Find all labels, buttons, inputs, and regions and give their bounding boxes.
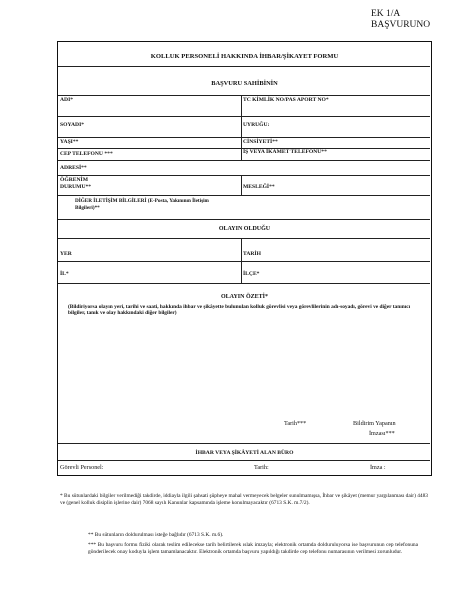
applicant-rule	[58, 95, 430, 96]
application-number-label: BAŞVURUNO	[371, 20, 431, 30]
notifier-label: Bildirim Yapanın	[353, 420, 396, 427]
column-divider	[241, 175, 242, 195]
office-rule-top	[58, 443, 430, 444]
mobile-label: CEP TELEFONU ***	[60, 151, 113, 157]
incident-date-label: TARİH	[243, 251, 261, 257]
title-rule	[58, 66, 430, 67]
footnote-1: * Bu sütunlardaki bilgiler verilmediği takdirde, iddiayla ilgili şahsati şüpheye mahal vermeyecek belgeler sunulmamışsa, İhbar ve şikâyet (memur yargılanması dair) 4483 ve (genel kolluk disiplin işlerine dair) 7068 sayılı Kanunlar kapsamında işleme konulmayacaktır (6713 S.K. m.7/2).	[60, 493, 428, 506]
age-label: YAŞI**	[60, 139, 79, 145]
other-contact-label: DİĞER İLETİŞİM BİLGİLERİ (E-Posta, Yakınının İletişim Bilgileri)**	[75, 198, 209, 211]
notifier-signature-label: İmzası***	[369, 430, 395, 437]
officer-label: Görevli Personel:	[60, 464, 104, 471]
surname-label: SOYADI*	[60, 122, 85, 128]
incident-district-label: İLÇE*	[243, 271, 260, 277]
row-line	[58, 175, 430, 176]
education-label-2: DURUMU**	[60, 184, 92, 190]
applicant-section-heading: BAŞVURU SAHİBİNİN	[211, 80, 278, 87]
row-line	[58, 160, 430, 161]
annex-label: EK 1/A	[371, 9, 401, 19]
summary-section-heading: OLAYIN ÖZETİ*	[221, 294, 268, 300]
address-label: ADRESİ**	[60, 165, 87, 171]
row-line	[58, 116, 430, 117]
nationality-label: UYRUĞU:	[243, 122, 270, 128]
occupation-label: MESLEĞİ**	[243, 184, 275, 190]
column-divider	[241, 95, 242, 160]
gender-label: CİNSİYETİ**	[243, 139, 278, 145]
summary-instructions: (Bildiriyorsa olayın yeri, tarihi ve saati, hakkında ihbar ve şikâyette bulunulan kolluk görevlisi veya görevlilerinin adı-soyadı, görevi ve diğer tanınıcı bilgiler, tanık ve olay hakkındaki diğer bilgiler)	[68, 304, 411, 316]
row-line	[58, 261, 430, 262]
form-frame	[57, 41, 432, 476]
office-rule	[58, 460, 430, 461]
column-divider	[241, 238, 242, 283]
incident-province-label: İL*	[60, 271, 69, 277]
form-title: KOLLUK PERSONELİ HAKKINDA İHBAR/ŞİKAYET FORMU	[150, 53, 339, 60]
row-line	[58, 219, 430, 220]
tc-id-label: TC KİMLİK NO/PAS APORT NO*	[243, 97, 329, 103]
home-phone-label: İŞ VEYA İKAMET TELEFONU**	[243, 149, 327, 155]
signature-date-label: Tarih***	[284, 420, 307, 427]
name-label: ADI*	[60, 97, 74, 103]
education-label-1: ÖĞRENİM	[60, 177, 88, 183]
office-signature-label: İmza :	[370, 464, 386, 471]
footnote-3: *** Bu başvuru formu fiziki olarak teslim edilecekse tarih belirtilerek ıslak imzayla; elektronik ortamda dolduruluyorsa ise başvurunun cep telefonuna gönderilecek onay koduyla işlem tamamlanacaktır. Elektronik ortamda başvuru yapıldığı takdirde cep telefonu numarasının verilmesi zorunludur.	[88, 542, 418, 555]
row-line	[58, 137, 430, 138]
row-line	[58, 283, 430, 284]
incident-place-label: YER	[60, 251, 72, 257]
row-line	[58, 195, 430, 196]
incident-section-heading: OLAYIN OLDUĞU	[218, 226, 271, 232]
office-date-label: Tarih:	[254, 464, 269, 471]
office-section-heading: İHBAR VEYA ŞİKÂYETİ ALAN BÜRO	[195, 450, 294, 456]
incident-rule	[58, 238, 430, 239]
footnote-2: ** Bu sütunların doldurulması isteğe bağlıdır (6713 S.K. m.6).	[88, 532, 224, 538]
